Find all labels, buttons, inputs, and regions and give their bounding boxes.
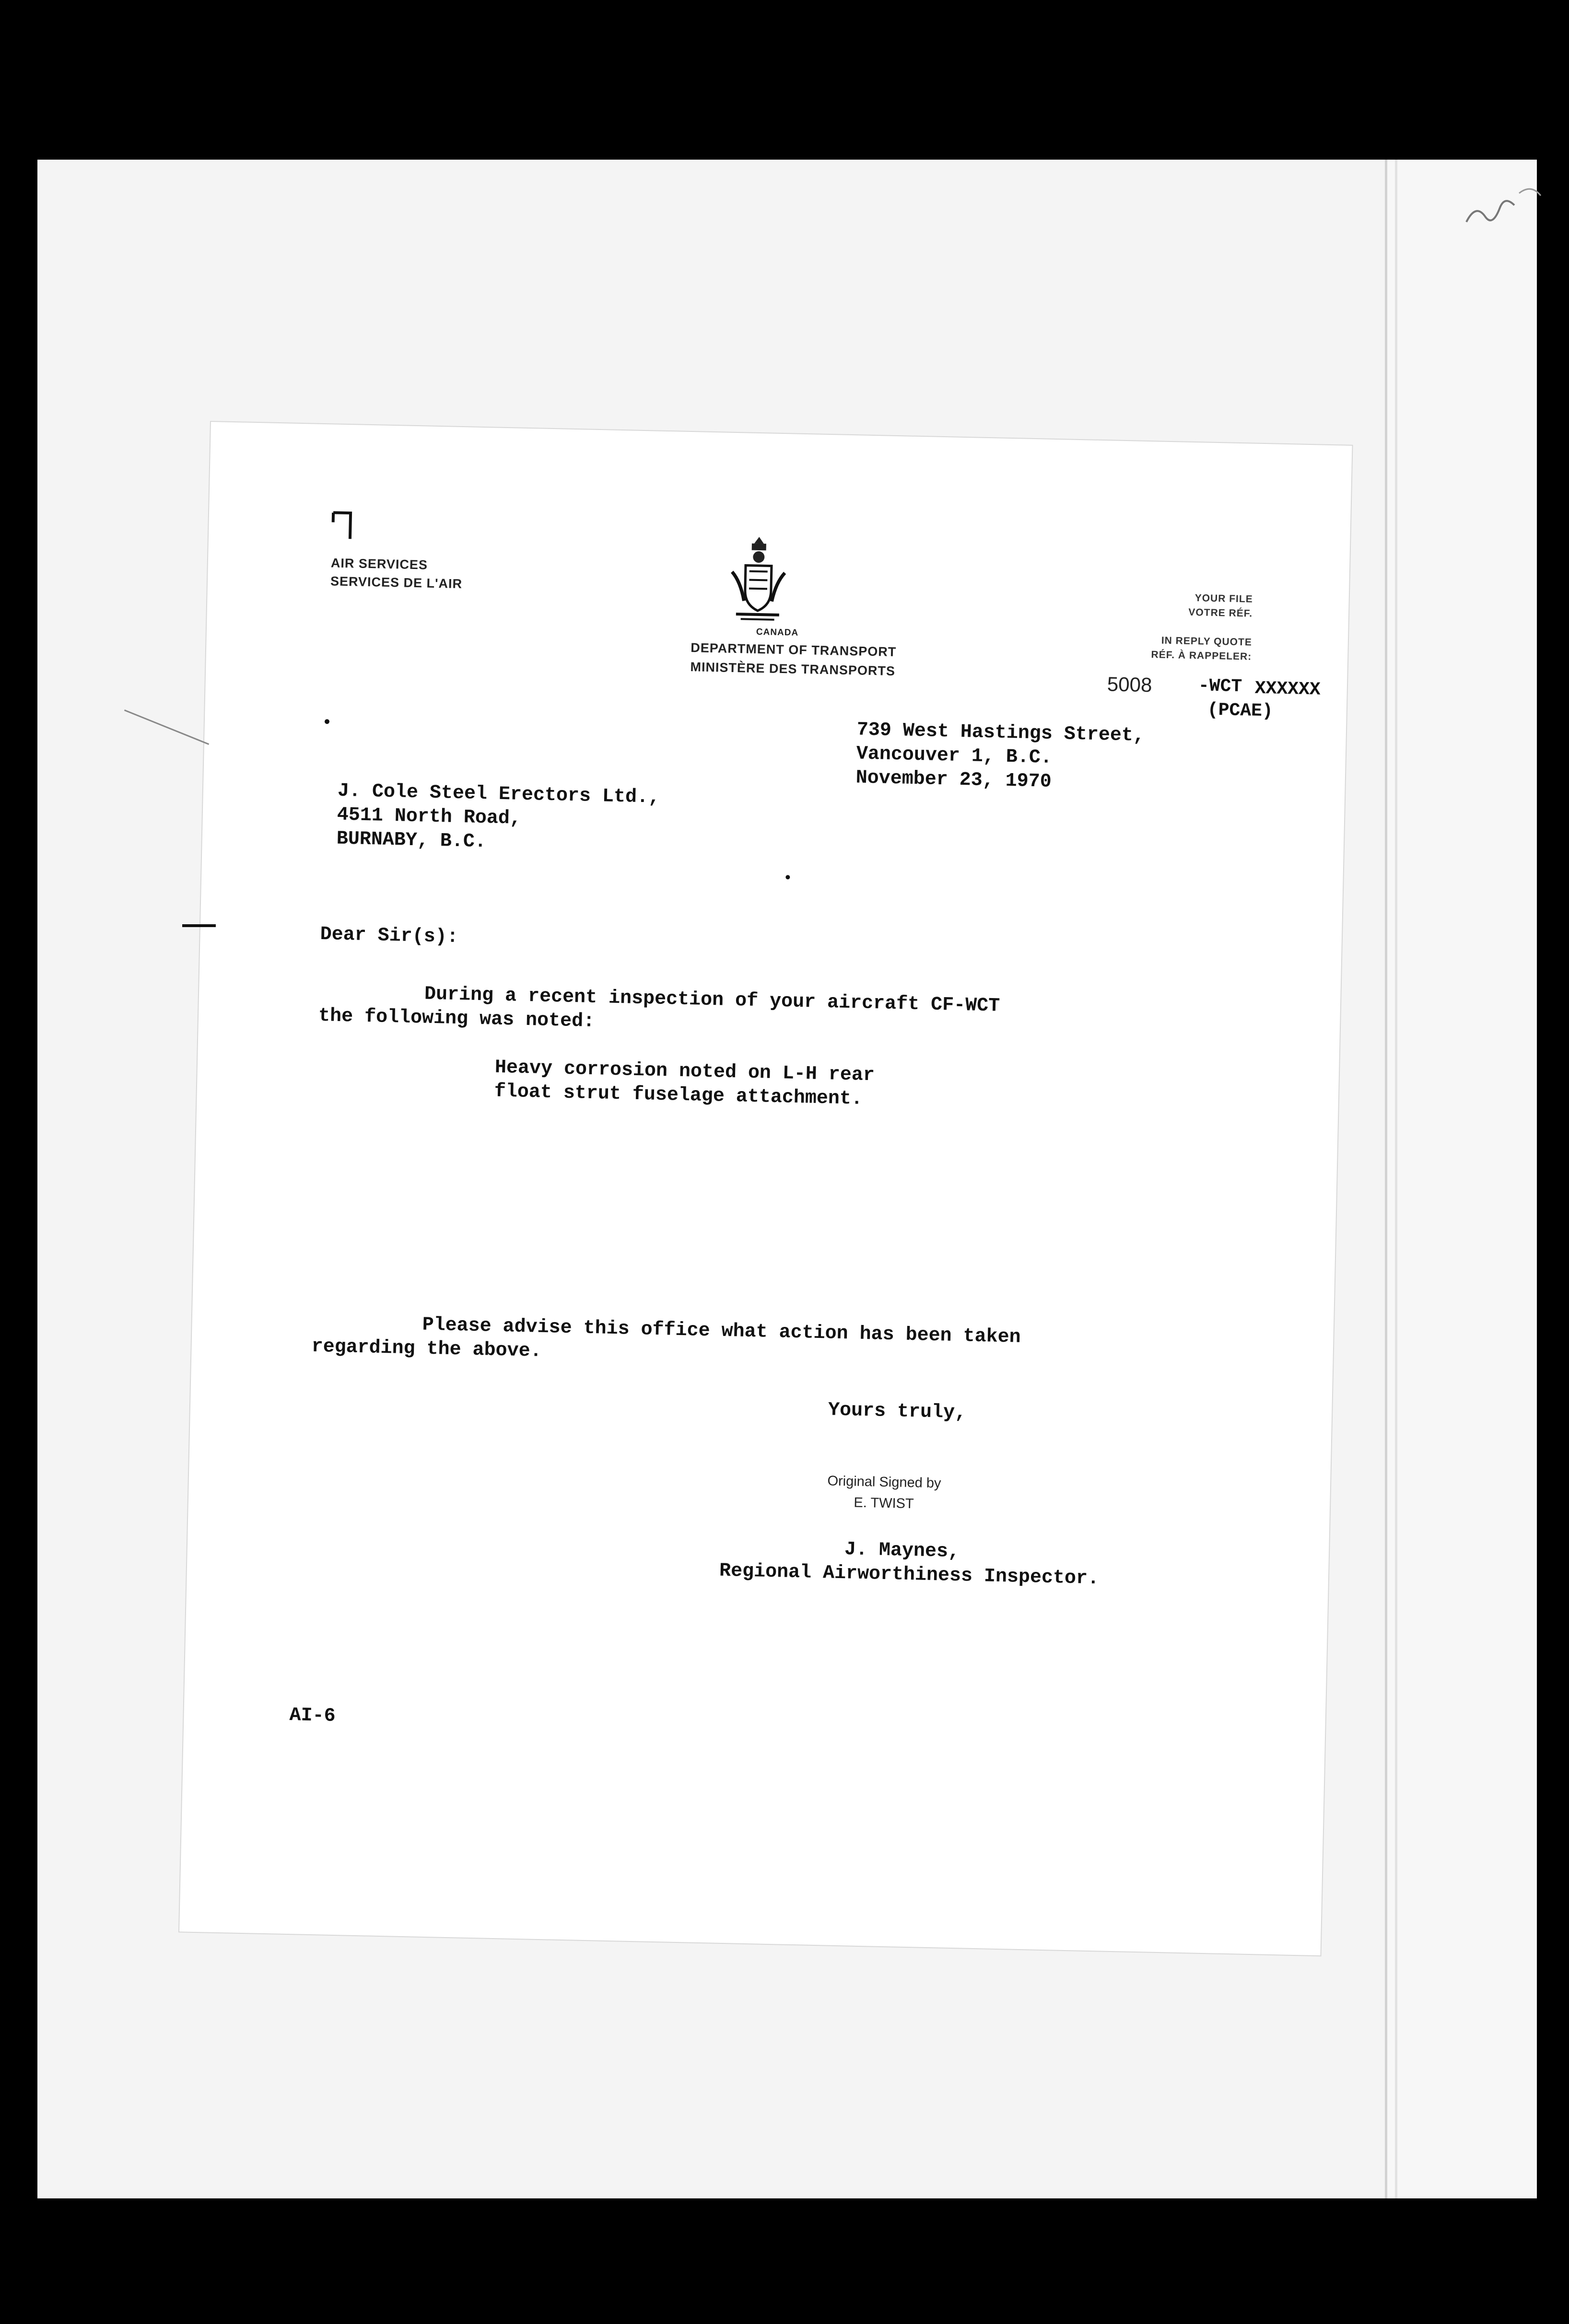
sender-line-2: Vancouver 1, B.C. — [856, 743, 1053, 769]
air-services-heading — [330, 554, 463, 593]
noted-defect — [494, 1056, 875, 1112]
body-paragraph-2 — [311, 1311, 1021, 1374]
department-heading — [690, 624, 897, 680]
noted-line-2: float strut fuselage attachment. — [494, 1081, 863, 1110]
your-file-en: YOUR FILE — [1194, 593, 1253, 605]
body-p1-line-1: During a recent inspection of your aircraft CF-WCT — [424, 983, 1000, 1017]
reply-fr: RÉF. À RAPPELER: — [1151, 649, 1252, 662]
closing: Yours truly, — [828, 1399, 967, 1424]
page-edge-strip — [1385, 160, 1537, 2198]
stray-dot — [325, 719, 329, 724]
letter-page — [179, 422, 1352, 1955]
body-p2-line-2: regarding the above. — [311, 1336, 542, 1362]
stamp-line-1: Original Signed by — [827, 1473, 941, 1491]
file-suffix: -WCT — [1198, 675, 1242, 697]
signer-name: J. Maynes, — [844, 1539, 960, 1563]
sender-line-1: 739 West Hastings Street, — [856, 719, 1145, 747]
addressee-line-2: 4511 North Road, — [337, 804, 522, 830]
original-signed-stamp — [807, 1470, 961, 1516]
country-label: CANADA — [756, 627, 799, 638]
pencil-mark — [1452, 160, 1567, 246]
stamp-line-2: E. TWIST — [854, 1495, 914, 1512]
body-p2-line-1: Please advise this office what action has been taken — [422, 1314, 1021, 1348]
file-struck-out: XXXXXX — [1254, 678, 1321, 700]
reply-quote-block — [1084, 632, 1252, 664]
body-paragraph-1 — [318, 980, 1000, 1043]
services-fr: SERVICES DE L'AIR — [330, 574, 463, 592]
services-en: AIR SERVICES — [330, 556, 428, 572]
letter-date: November 23, 1970 — [855, 767, 1052, 793]
file-sub-code: (PCAE) — [1207, 699, 1274, 722]
addressee-line-3: BURNABY, B.C. — [336, 828, 487, 853]
coat-of-arms-emblem — [726, 534, 790, 626]
reply-en: IN REPLY QUOTE — [1161, 635, 1253, 648]
margin-dash-mark — [182, 924, 216, 927]
department-fr: MINISTÈRE DES TRANSPORTS — [690, 660, 896, 678]
addressee-block — [336, 779, 660, 858]
corner-bracket-mark — [331, 511, 353, 541]
body-p1-line-2: the following was noted: — [318, 1005, 595, 1033]
salutation: Dear Sir(s): — [320, 924, 459, 949]
form-code: AI-6 — [289, 1705, 336, 1728]
strip-rule — [1395, 160, 1397, 2198]
stray-dot — [785, 875, 790, 879]
file-number: 5008 — [1107, 673, 1152, 697]
signature-block — [719, 1535, 1100, 1591]
signer-title: Regional Airworthiness Inspector. — [719, 1560, 1100, 1590]
addressee-line-1: J. Cole Steel Erectors Ltd., — [337, 780, 660, 809]
sender-address — [855, 718, 1145, 796]
your-file-block — [1109, 589, 1253, 621]
department-en: DEPARTMENT OF TRANSPORT — [691, 640, 897, 660]
noted-line-1: Heavy corrosion noted on L-H rear — [494, 1057, 875, 1087]
your-file-fr: VOTRE RÉF. — [1188, 606, 1253, 619]
